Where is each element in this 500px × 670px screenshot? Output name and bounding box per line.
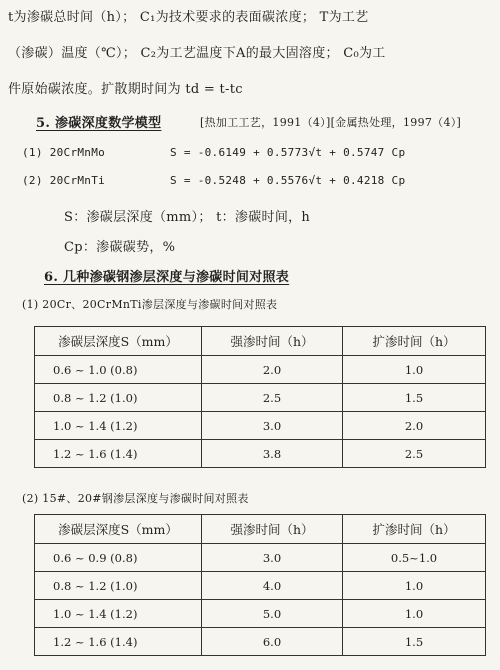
table1-title: (1) 20Cr、20CrMnTi渗层深度与渗碳时间对照表	[22, 298, 278, 311]
table1-cell-strong: 2.0	[202, 356, 343, 384]
table2-title: (2) 15#、20#钢渗层深度与渗碳时间对照表	[22, 492, 249, 505]
table2-cell-strong: 4.0	[202, 572, 343, 600]
section5-refs: [热加工工艺，1991（4）][金属热处理，1997（4）]	[200, 116, 462, 129]
table2-cell-strong: 6.0	[202, 628, 343, 656]
table-row	[35, 356, 486, 384]
table1-cell-diffuse: 2.0	[343, 412, 486, 440]
formula1-label: (1) 20CrMnMo	[22, 146, 106, 159]
table1-cell-diffuse: 2.5	[343, 440, 486, 468]
table1-cell-strong: 2.5	[202, 384, 343, 412]
table2-cell-diffuse: 0.5~1.0	[343, 544, 486, 572]
table2-cell-diffuse: 1.5	[343, 628, 486, 656]
table-row	[35, 628, 486, 656]
table2	[34, 514, 486, 656]
table2-cell-depth: 1.2 ~ 1.6 (1.4)	[35, 628, 202, 656]
table-row	[35, 572, 486, 600]
table1-cell-depth: 1.2 ~ 1.6 (1.4)	[35, 440, 202, 468]
table2-cell-strong: 3.0	[202, 544, 343, 572]
table1-cell-depth: 1.0 ~ 1.4 (1.2)	[35, 412, 202, 440]
formula2: S = -0.5248 + 0.5576√t + 0.4218 Cp	[170, 174, 406, 187]
table2-cell-depth: 0.6 ~ 0.9 (0.8)	[35, 544, 202, 572]
table1-cell-depth: 0.8 ~ 1.2 (1.0)	[35, 384, 202, 412]
section5-title: 5. 渗碳深度数学模型	[36, 116, 162, 131]
intro-line-3: 件原始碳浓度。扩散期时间为 td = t-tc	[8, 82, 243, 97]
table-row	[35, 544, 486, 572]
table-row	[35, 600, 486, 628]
table-row	[35, 412, 486, 440]
definition-s-t: S：渗碳层深度（mm）； t：渗碳时间，h	[64, 210, 311, 225]
intro-line-2: （渗碳）温度（℃）； C₂为工艺温度下A的最大固溶度； C₀为工	[8, 46, 386, 61]
table1-cell-diffuse: 1.0	[343, 356, 486, 384]
table2-header-diffuse-time: 扩渗时间（h）	[343, 515, 486, 544]
section6-title: 6. 几种渗碳钢渗层深度与渗碳时间对照表	[44, 270, 290, 285]
table-row	[35, 440, 486, 468]
table2-cell-diffuse: 1.0	[343, 572, 486, 600]
table1-cell-strong: 3.8	[202, 440, 343, 468]
table1	[34, 326, 486, 468]
table1-header-diffuse-time: 扩渗时间（h）	[343, 327, 486, 356]
table2-cell-depth: 1.0 ~ 1.4 (1.2)	[35, 600, 202, 628]
table1-cell-strong: 3.0	[202, 412, 343, 440]
table2-cell-strong: 5.0	[202, 600, 343, 628]
table2-header-depth: 渗碳层深度S（mm）	[35, 515, 202, 544]
table2-header-strong-time: 强渗时间（h）	[202, 515, 343, 544]
table-row	[35, 384, 486, 412]
table2-cell-diffuse: 1.0	[343, 600, 486, 628]
formula2-label: (2) 20CrMnTi	[22, 174, 106, 187]
table1-cell-diffuse: 1.5	[343, 384, 486, 412]
table2-cell-depth: 0.8 ~ 1.2 (1.0)	[35, 572, 202, 600]
intro-line-1: t为渗碳总时间（h）； C₁为技术要求的表面碳浓度； T为工艺	[8, 10, 369, 25]
table1-cell-depth: 0.6 ~ 1.0 (0.8)	[35, 356, 202, 384]
table1-header-strong-time: 强渗时间（h）	[202, 327, 343, 356]
formula1: S = -0.6149 + 0.5773√t + 0.5747 Cp	[170, 146, 406, 159]
definition-cp: Cp：渗碳碳势，%	[64, 240, 176, 255]
table1-header-depth: 渗碳层深度S（mm）	[35, 327, 202, 356]
